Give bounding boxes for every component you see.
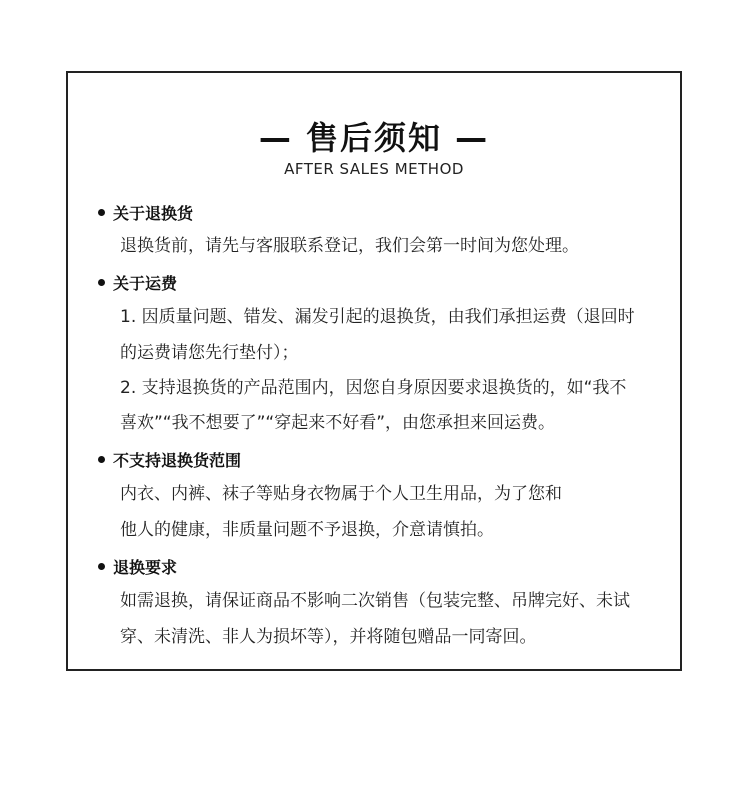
section-line: 如需退换，请保证商品不影响二次销售（包装完整、吊牌完好、未试 <box>120 591 630 611</box>
section-heading-shipping <box>98 270 177 294</box>
after-sales-notice <box>66 71 682 671</box>
section-line: 1. 因质量问题、错发、漏发引起的退换货，由我们承担运费（退回时 <box>120 307 635 327</box>
section-line: 内衣、内裤、袜子等贴身衣物属于个人卫生用品，为了您和 <box>120 484 562 504</box>
section-line: 穿、未清洗、非人为损坏等），并将随包赠品一同寄回。 <box>120 627 537 647</box>
section-heading-returns <box>98 200 193 224</box>
section-line: 喜欢”“我不想要了”“穿起来不好看”，由您承担来回运费。 <box>120 413 556 433</box>
section-heading-requirements <box>98 554 177 578</box>
section-line: 2. 支持退换货的产品范围内，因您自身原因要求退换货的，如“我不 <box>120 378 627 398</box>
section-heading-label: 退换要求 <box>113 557 178 577</box>
section-line: 退换货前，请先与客服联系登记，我们会第一时间为您处理。 <box>120 236 579 256</box>
section-line: 他人的健康，非质量问题不予退换，介意请慎拍。 <box>120 520 494 540</box>
bullet-icon <box>98 279 105 286</box>
notice-subtitle: AFTER SALES METHOD <box>284 160 464 178</box>
notice-title: — 售后须知 — <box>258 119 490 157</box>
bullet-icon <box>98 563 105 570</box>
bullet-icon <box>98 209 105 216</box>
section-line: 的运费请您先行垫付）； <box>120 343 299 363</box>
section-heading-exclusions <box>98 447 241 471</box>
section-heading-label: 关于运费 <box>113 273 178 293</box>
section-heading-label: 关于退换货 <box>113 203 194 223</box>
bullet-icon <box>98 456 105 463</box>
section-heading-label: 不支持退换货范围 <box>113 450 242 470</box>
